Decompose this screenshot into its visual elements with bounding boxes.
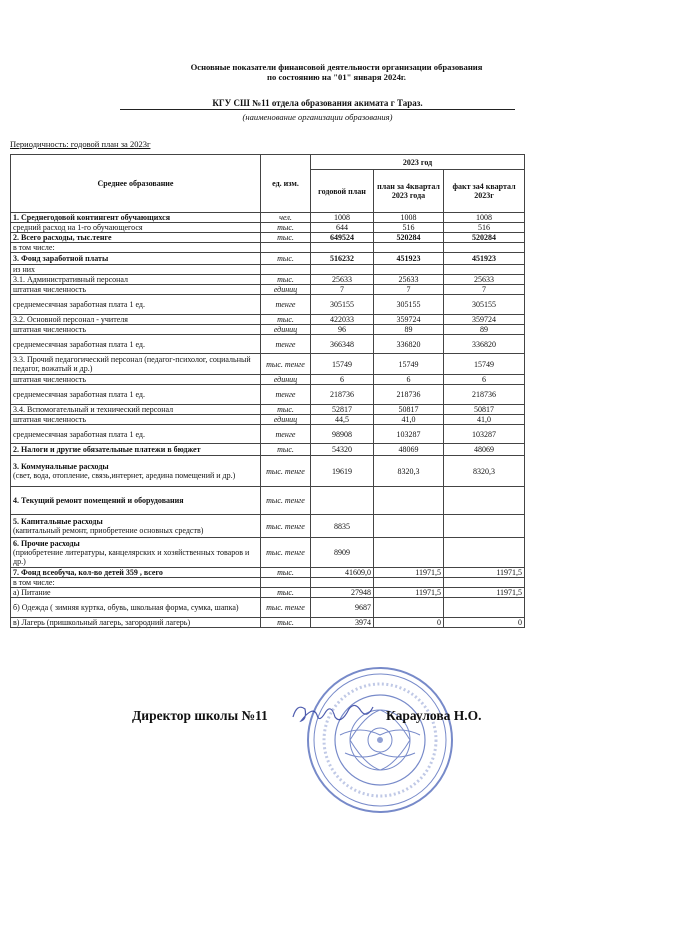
row-label — [11, 223, 261, 233]
row-unit: единиц — [261, 285, 311, 295]
row-q4-plan: 103287 — [374, 425, 444, 444]
row-unit: тыс. тенге — [261, 456, 311, 487]
row-label-text: среднемесячная заработная плата 1 ед. — [13, 429, 145, 439]
row-label — [11, 425, 261, 444]
table-row — [11, 223, 525, 233]
row-label-text: в том числе: — [13, 243, 55, 252]
row-label-text: 2. Всего расходы, тыс.тенге — [13, 233, 112, 242]
row-plan: 649524 — [311, 233, 374, 243]
col-year-header: 2023 год — [311, 155, 525, 170]
row-plan: 6 — [311, 375, 374, 385]
row-fact: 15749 — [444, 354, 525, 375]
row-fact: 7 — [444, 285, 525, 295]
row-plan: 25633 — [311, 275, 374, 285]
row-q4-plan: 451923 — [374, 253, 444, 265]
row-unit: единиц — [261, 415, 311, 425]
row-unit: чел. — [261, 213, 311, 223]
table-row — [11, 315, 525, 325]
director-name: Караулова Н.О. — [386, 708, 482, 723]
row-label — [11, 385, 261, 405]
row-label — [11, 618, 261, 628]
table-body — [11, 213, 525, 628]
table-row — [11, 265, 525, 275]
row-unit: тенге — [261, 385, 311, 405]
row-label-text: 3.2. Основной персонал - учителя — [13, 315, 128, 324]
row-label — [11, 598, 261, 618]
row-unit: тенге — [261, 425, 311, 444]
row-label-note: (капитальный ремонт, приобретение основных средств) — [13, 526, 204, 535]
row-label-text: 2. Налоги и другие обязательные платежи в бюджет — [13, 445, 201, 454]
row-label-text: 1. Среднегодовой контингент обучающихся — [13, 213, 171, 222]
row-q4-plan: 359724 — [374, 315, 444, 325]
row-unit: тыс. тенге — [261, 598, 311, 618]
table-row — [11, 515, 525, 538]
row-plan — [311, 487, 374, 515]
row-label — [11, 354, 261, 375]
table-row — [11, 568, 525, 578]
row-fact: 1008 — [444, 213, 525, 223]
row-q4-plan: 516 — [374, 223, 444, 233]
row-unit: тыс. — [261, 233, 311, 243]
row-label-text: штатная численность — [13, 325, 86, 334]
row-fact: 41,0 — [444, 415, 525, 425]
organization-name: КГУ СШ №11 отдела образования акимата г Тараз. — [120, 98, 515, 110]
row-label — [11, 578, 261, 588]
row-unit — [261, 243, 311, 253]
table-row — [11, 285, 525, 295]
row-plan: 98908 — [311, 425, 374, 444]
row-fact — [444, 515, 525, 538]
col-fact-header: факт за4 квартал 2023г — [444, 170, 525, 213]
row-label-text: 3.1. Административный персонал — [13, 275, 129, 284]
director-position: Директор школы №11 — [132, 708, 268, 723]
official-seal — [305, 665, 455, 815]
row-plan: 9687 — [311, 598, 374, 618]
table-row — [11, 578, 525, 588]
table-row — [11, 618, 525, 628]
row-fact: 336820 — [444, 335, 525, 354]
table-row — [11, 385, 525, 405]
row-q4-plan — [374, 487, 444, 515]
row-q4-plan: 218736 — [374, 385, 444, 405]
row-q4-plan — [374, 598, 444, 618]
periodicity: Периодичность: годовой план за 2023г — [10, 139, 151, 149]
row-label-text: средний расход на 1-го обучающегося — [13, 223, 143, 232]
row-fact: 89 — [444, 325, 525, 335]
table-row — [11, 295, 525, 315]
row-plan: 8835 — [311, 515, 374, 538]
row-unit: тыс. — [261, 618, 311, 628]
row-plan: 54320 — [311, 444, 374, 456]
row-label-note: (свет, вода, отопление, связь,интернет, аредина помещений и др.) — [13, 471, 236, 480]
row-label — [11, 295, 261, 315]
row-label-text: 5. Капитальные расходы — [13, 517, 103, 526]
report-date: по состоянию на "01" января 2024г. — [267, 72, 406, 82]
table-row — [11, 275, 525, 285]
row-label — [11, 243, 261, 253]
row-plan: 41609,0 — [311, 568, 374, 578]
row-unit: тенге — [261, 295, 311, 315]
row-label-note: (приобретение литературы, канцелярских и хозяйственных товаров и др.) — [13, 548, 250, 566]
row-label — [11, 315, 261, 325]
row-q4-plan — [374, 243, 444, 253]
row-plan: 27948 — [311, 588, 374, 598]
row-unit: тыс. — [261, 588, 311, 598]
row-unit: тыс. — [261, 315, 311, 325]
row-q4-plan: 336820 — [374, 335, 444, 354]
report-title: Основные показатели финансовой деятельности организации образования — [190, 62, 483, 72]
row-fact: 359724 — [444, 315, 525, 325]
row-q4-plan: 11971,5 — [374, 568, 444, 578]
row-label — [11, 285, 261, 295]
row-plan: 96 — [311, 325, 374, 335]
financial-table — [10, 154, 525, 628]
row-plan: 516232 — [311, 253, 374, 265]
table-row — [11, 487, 525, 515]
row-fact — [444, 598, 525, 618]
row-label — [11, 588, 261, 598]
row-unit: тыс. — [261, 275, 311, 285]
table-row — [11, 588, 525, 598]
row-q4-plan — [374, 265, 444, 275]
row-fact: 11971,5 — [444, 568, 525, 578]
row-fact: 218736 — [444, 385, 525, 405]
table-row — [11, 335, 525, 354]
row-fact — [444, 265, 525, 275]
row-q4-plan: 305155 — [374, 295, 444, 315]
row-q4-plan: 520284 — [374, 233, 444, 243]
row-unit: тыс. — [261, 444, 311, 456]
organization-caption: (наименование организации образования) — [242, 112, 393, 122]
row-plan: 218736 — [311, 385, 374, 405]
row-q4-plan: 1008 — [374, 213, 444, 223]
row-plan: 366348 — [311, 335, 374, 354]
row-unit: тыс. — [261, 568, 311, 578]
col-plan-header: годовой план — [311, 170, 374, 213]
row-q4-plan — [374, 578, 444, 588]
row-fact: 520284 — [444, 233, 525, 243]
row-label-text: 3.3. Прочий педагогический персонал (педагог-психолог, социальный педагог, вожатый и др.) — [13, 355, 251, 373]
row-unit — [261, 265, 311, 275]
row-label — [11, 487, 261, 515]
row-label-text: штатная численность — [13, 415, 86, 424]
col-section-header: Среднее образование — [11, 155, 261, 213]
row-label-text: 3. Коммунальные расходы — [13, 462, 109, 471]
row-label-text: 7. Фонд всеобуча, кол-во детей 359 , всего — [13, 568, 163, 577]
row-fact: 305155 — [444, 295, 525, 315]
table-row — [11, 415, 525, 425]
row-q4-plan: 11971,5 — [374, 588, 444, 598]
row-plan: 52817 — [311, 405, 374, 415]
row-label — [11, 538, 261, 568]
row-fact: 451923 — [444, 253, 525, 265]
row-fact: 8320,3 — [444, 456, 525, 487]
row-label — [11, 213, 261, 223]
row-plan — [311, 578, 374, 588]
col-q4-plan-header: план за 4квартал 2023 года — [374, 170, 444, 213]
table-row — [11, 213, 525, 223]
row-q4-plan: 7 — [374, 285, 444, 295]
row-unit: тыс. тенге — [261, 354, 311, 375]
table-row — [11, 354, 525, 375]
table-row — [11, 456, 525, 487]
row-unit: тыс. — [261, 405, 311, 415]
row-label-text: из них — [13, 265, 36, 274]
row-label — [11, 375, 261, 385]
row-label — [11, 415, 261, 425]
row-q4-plan: 50817 — [374, 405, 444, 415]
row-unit: единиц — [261, 375, 311, 385]
row-q4-plan: 8320,3 — [374, 456, 444, 487]
row-label-text: б) Одежда ( зимняя куртка, обувь, школьная форма, сумка, шапка) — [13, 603, 239, 612]
row-unit: тыс. тенге — [261, 515, 311, 538]
row-label-text: 3. Фонд заработной платы — [13, 254, 109, 263]
table-row — [11, 325, 525, 335]
handwritten-signature — [283, 695, 378, 735]
row-label — [11, 233, 261, 243]
row-plan: 305155 — [311, 295, 374, 315]
row-fact: 48069 — [444, 444, 525, 456]
row-fact: 6 — [444, 375, 525, 385]
row-q4-plan: 48069 — [374, 444, 444, 456]
row-label — [11, 456, 261, 487]
row-plan: 15749 — [311, 354, 374, 375]
row-q4-plan: 6 — [374, 375, 444, 385]
row-fact: 516 — [444, 223, 525, 233]
row-label — [11, 275, 261, 285]
table-row — [11, 425, 525, 444]
row-label-text: 3.4. Вспомогательный и технический персонал — [13, 405, 174, 414]
row-label — [11, 335, 261, 354]
row-q4-plan: 25633 — [374, 275, 444, 285]
col-unit-header: ед. изм. — [261, 155, 311, 213]
row-fact — [444, 487, 525, 515]
row-label — [11, 405, 261, 415]
row-fact — [444, 243, 525, 253]
row-unit: тенге — [261, 335, 311, 354]
row-label-text: среднемесячная заработная плата 1 ед. — [13, 300, 145, 309]
table-row — [11, 253, 525, 265]
table-row — [11, 444, 525, 456]
row-fact — [444, 538, 525, 568]
row-plan: 44,5 — [311, 415, 374, 425]
table-row — [11, 538, 525, 568]
row-label-text: среднемесячная заработная плата 1 ед. — [13, 390, 145, 399]
row-plan — [311, 243, 374, 253]
row-plan — [311, 265, 374, 275]
row-plan: 1008 — [311, 213, 374, 223]
row-plan: 19619 — [311, 456, 374, 487]
row-label — [11, 568, 261, 578]
row-label — [11, 265, 261, 275]
row-unit: единиц — [261, 325, 311, 335]
table-row — [11, 405, 525, 415]
row-label-text: штатная численность — [13, 285, 86, 294]
row-q4-plan — [374, 538, 444, 568]
row-label — [11, 444, 261, 456]
row-plan: 7 — [311, 285, 374, 295]
row-q4-plan: 89 — [374, 325, 444, 335]
row-plan: 8909 — [311, 538, 374, 568]
row-label — [11, 325, 261, 335]
table-row — [11, 243, 525, 253]
row-unit: тыс. — [261, 223, 311, 233]
row-label-text: штатная численность — [13, 375, 86, 384]
row-label-text: а) Питание — [13, 588, 51, 597]
row-fact: 11971,5 — [444, 588, 525, 598]
row-q4-plan — [374, 515, 444, 538]
table-row — [11, 598, 525, 618]
row-label-text: 6. Прочие расходы — [13, 539, 80, 548]
table-row — [11, 375, 525, 385]
row-label-text: в) Лагерь (пришкольный лагерь, загородний лагерь) — [13, 618, 191, 627]
row-fact: 25633 — [444, 275, 525, 285]
row-q4-plan: 41,0 — [374, 415, 444, 425]
table-row — [11, 233, 525, 243]
row-unit: тыс. тенге — [261, 487, 311, 515]
row-plan: 422033 — [311, 315, 374, 325]
row-fact: 50817 — [444, 405, 525, 415]
row-unit — [261, 578, 311, 588]
row-plan: 3974 — [311, 618, 374, 628]
row-plan: 644 — [311, 223, 374, 233]
row-label — [11, 515, 261, 538]
row-q4-plan: 0 — [374, 618, 444, 628]
row-unit: тыс. — [261, 253, 311, 265]
row-label-text: в том числе: — [13, 578, 55, 587]
row-label-text: 4. Текущий ремонт помещений и оборудования — [13, 496, 184, 505]
row-fact: 103287 — [444, 425, 525, 444]
row-fact: 0 — [444, 618, 525, 628]
row-fact — [444, 578, 525, 588]
row-label — [11, 253, 261, 265]
row-q4-plan: 15749 — [374, 354, 444, 375]
row-unit: тыс. тенге — [261, 538, 311, 568]
row-label-text: среднемесячная заработная плата 1 ед. — [13, 339, 145, 349]
